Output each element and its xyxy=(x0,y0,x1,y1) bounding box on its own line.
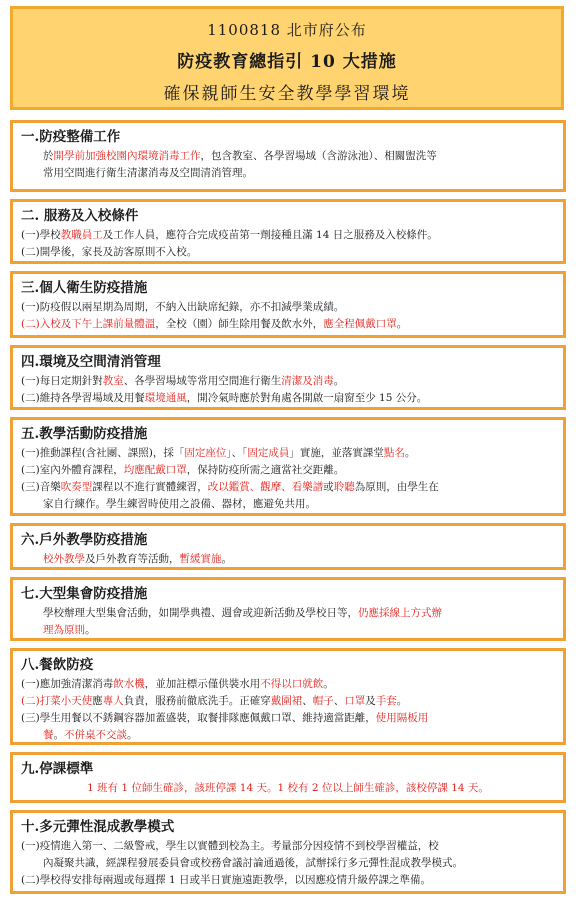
highlight-text: 不併桌不交談 xyxy=(64,729,127,741)
body-text: 於 xyxy=(43,150,54,162)
section-title: 七.大型集會防疫措施 xyxy=(21,586,148,602)
body-text: (二)室內外體育課程， xyxy=(21,464,124,476)
body-text: (一)學校 xyxy=(21,229,61,241)
body-text: (一)每日定期針對 xyxy=(21,375,103,387)
section-line xyxy=(21,872,555,889)
body-text: 及戶外教育等活動， xyxy=(85,553,180,565)
highlight-text: 入校及下午上課前量體溫 xyxy=(39,318,156,330)
section-9 xyxy=(10,752,566,803)
highlight-text: 應全程佩戴口罩 xyxy=(323,318,397,330)
body-text: 常用空間進行衛生清潔消毒及空間清消管理。 xyxy=(43,167,253,179)
section-title: 三.個人衛生防疫措施 xyxy=(21,280,148,296)
body-text: (三)音樂 xyxy=(21,481,61,493)
highlight-text: 固定座位 xyxy=(184,447,227,459)
body-text: (三)學生用餐以不銹鋼容器加蓋盛裝，取餐排隊應佩戴口罩、維持適當距離， xyxy=(21,712,376,724)
body-text: (二)開學後，家長及訪客原則不入校。 xyxy=(21,246,198,258)
section-line xyxy=(21,390,555,407)
highlight-text: 帽子 xyxy=(312,695,334,707)
section-line xyxy=(21,462,555,479)
section-line xyxy=(21,373,555,390)
body-text: 負責，服務前徹底洗手。正確穿 xyxy=(123,695,271,707)
section-title: 九.停課標準 xyxy=(21,761,94,777)
body-text: ，包含教室、各學習場域（含游泳池）、相關盥洗等 xyxy=(200,150,437,162)
body-text: 及工作人員，應符合完成疫苗第一劑接種且滿 14 日之服務及入校條件。 xyxy=(102,229,438,241)
section-7 xyxy=(10,577,566,641)
section-line xyxy=(21,710,555,727)
section-title: 二. 服務及入校條件 xyxy=(21,208,139,224)
highlight-text: 聆聽 xyxy=(333,481,355,493)
section-title: 八.餐飲防疫 xyxy=(21,657,94,673)
section-10 xyxy=(10,810,566,894)
body-text: (一)推動課程(含社團、課照)，採「 xyxy=(21,447,185,459)
highlight-text: 暫緩實施 xyxy=(179,553,222,565)
highlight-text: 校外教學 xyxy=(43,553,85,565)
body-text: 。 xyxy=(396,318,408,330)
section-line xyxy=(21,551,555,568)
section-line xyxy=(21,227,555,244)
section-line xyxy=(21,165,555,182)
body-text: 應 xyxy=(92,695,103,707)
body-text: ，保持防疫所需之適當社交距離。 xyxy=(186,464,345,476)
section-8 xyxy=(10,648,566,745)
highlight-text: 理為原則 xyxy=(43,624,85,636)
body-text: 。 xyxy=(221,553,232,565)
body-text: 、 xyxy=(302,695,313,707)
highlight-text: 1 班有 1 位師生確診，該班停課 14 天。1 校有 2 位以上師生確診，該校停課 14 天。 xyxy=(87,782,489,794)
section-line xyxy=(21,676,555,693)
body-text: 。 xyxy=(127,729,138,741)
body-text: 。 xyxy=(404,447,416,459)
body-text: 課程以不進行實體練習， xyxy=(92,481,208,493)
body-text: (二)學校得安排每兩週或每週擇 1 日或半日實施遠距教學，以因應疫情升級停課之準備。 xyxy=(21,874,432,886)
body-text: 及 xyxy=(365,695,376,707)
section-line xyxy=(21,479,555,496)
body-text: 、 xyxy=(333,695,345,707)
highlight-text: 改以鑑賞、觀摩、看樂譜 xyxy=(207,481,324,493)
body-text: ，開冷氣時應於對角處各開啟一扇窗至少 15 公分。 xyxy=(186,392,428,404)
body-text: 。 xyxy=(333,375,345,387)
highlight-text: 打菜小天使 xyxy=(39,695,93,707)
section-title: 十.多元彈性混成教學模式 xyxy=(21,819,175,835)
section-5 xyxy=(10,417,566,516)
section-title: 四.環境及空間清消管理 xyxy=(21,354,161,370)
highlight-text: 餐 xyxy=(43,729,54,741)
section-line xyxy=(21,780,555,797)
section-4 xyxy=(10,345,566,410)
body-text: 內凝聚共識，經課程發展委員會或校務會議討論通過後，試辦採行多元彈性混成教學模式。 xyxy=(43,857,463,869)
body-text: 、各學習場域等常用空間進行衛生 xyxy=(123,375,282,387)
highlight-text: 吹奏型 xyxy=(60,481,93,493)
section-line xyxy=(21,855,555,872)
section-line xyxy=(21,838,555,855)
body-text: 」實施，並落實課堂 xyxy=(289,447,384,459)
section-title: 六.戶外教學防疫措施 xyxy=(21,532,148,548)
highlight-text: 戴圍裙 xyxy=(270,695,303,707)
header-banner xyxy=(10,6,564,110)
body-text: 。 xyxy=(53,729,64,741)
highlight-text: 均應配戴口罩 xyxy=(123,464,187,476)
section-line xyxy=(21,727,555,744)
section-line xyxy=(21,299,555,316)
section-title: 五.教學活動防疫措施 xyxy=(21,426,148,442)
body-text: ，並加註標示僅供裝水用 xyxy=(144,678,261,690)
highlight-text: 開學前加強校園內環境消毒工作 xyxy=(53,150,201,162)
body-text: ，全校（園）師生除用餐及飲水外， xyxy=(155,318,324,330)
highlight-text: 固定成員 xyxy=(247,447,290,459)
highlight-text: 不得以口就飲 xyxy=(260,678,324,690)
poster-subtitle: 確保親師生安全教學學習環境 xyxy=(163,84,411,104)
body-text: 。 xyxy=(396,695,408,707)
highlight-text: 點名 xyxy=(383,447,405,459)
body-text: (二)維持各學習場域及用餐 xyxy=(21,392,145,404)
section-line xyxy=(21,605,555,622)
highlight-text: 專人 xyxy=(102,695,124,707)
section-3 xyxy=(10,271,566,338)
highlight-text: 使用隔板用 xyxy=(375,712,429,724)
body-text: 或 xyxy=(323,481,334,493)
body-text: 。 xyxy=(85,624,96,636)
highlight-text: 清潔及消毒 xyxy=(281,375,334,387)
section-1 xyxy=(10,120,566,192)
section-line xyxy=(21,244,555,261)
section-line xyxy=(21,445,555,462)
highlight-text: 仍應採線上方式辦 xyxy=(358,607,442,619)
poster-title: 防疫教育總指引 10 大措施 xyxy=(177,52,397,72)
highlight-text: 教室 xyxy=(102,375,124,387)
body-text: 為原則，由學生在 xyxy=(354,481,439,493)
section-6 xyxy=(10,523,566,570)
highlight-text: (二) xyxy=(21,318,40,330)
highlight-text: 手套 xyxy=(375,695,397,707)
body-text: (一)疫情進入第一、二級警戒，學生以實體到校為主。考量部分因疫情不到校學習權益，校 xyxy=(21,840,439,852)
highlight-text: 環境通風 xyxy=(144,392,187,404)
body-text: 家自行練作。學生練習時使用之設備、器材，應避免共用。 xyxy=(43,498,316,510)
section-line xyxy=(21,693,555,710)
highlight-text: 飲水機 xyxy=(113,678,145,690)
section-2 xyxy=(10,199,566,264)
section-line xyxy=(21,148,555,165)
section-title: 一.防疫整備工作 xyxy=(21,129,121,145)
highlight-text: 教職員工 xyxy=(60,229,103,241)
section-line xyxy=(21,622,555,639)
body-text: 」、「 xyxy=(226,447,248,459)
highlight-text: (二) xyxy=(21,695,40,707)
announcement-date: 1100818 北市府公布 xyxy=(207,21,367,39)
highlight-text: 口罩 xyxy=(344,695,366,707)
body-text: (一)防疫假以兩星期為周期，不納入出缺席紀錄，亦不扣減學業成績。 xyxy=(21,301,345,313)
body-text: (一)應加強清潔消毒 xyxy=(21,678,114,690)
body-text: 學校辦理大型集會活動，如開學典禮、週會或迎新活動及學校日等， xyxy=(43,607,358,619)
body-text: 。 xyxy=(323,678,334,690)
section-line xyxy=(21,316,555,333)
section-line xyxy=(21,496,555,513)
